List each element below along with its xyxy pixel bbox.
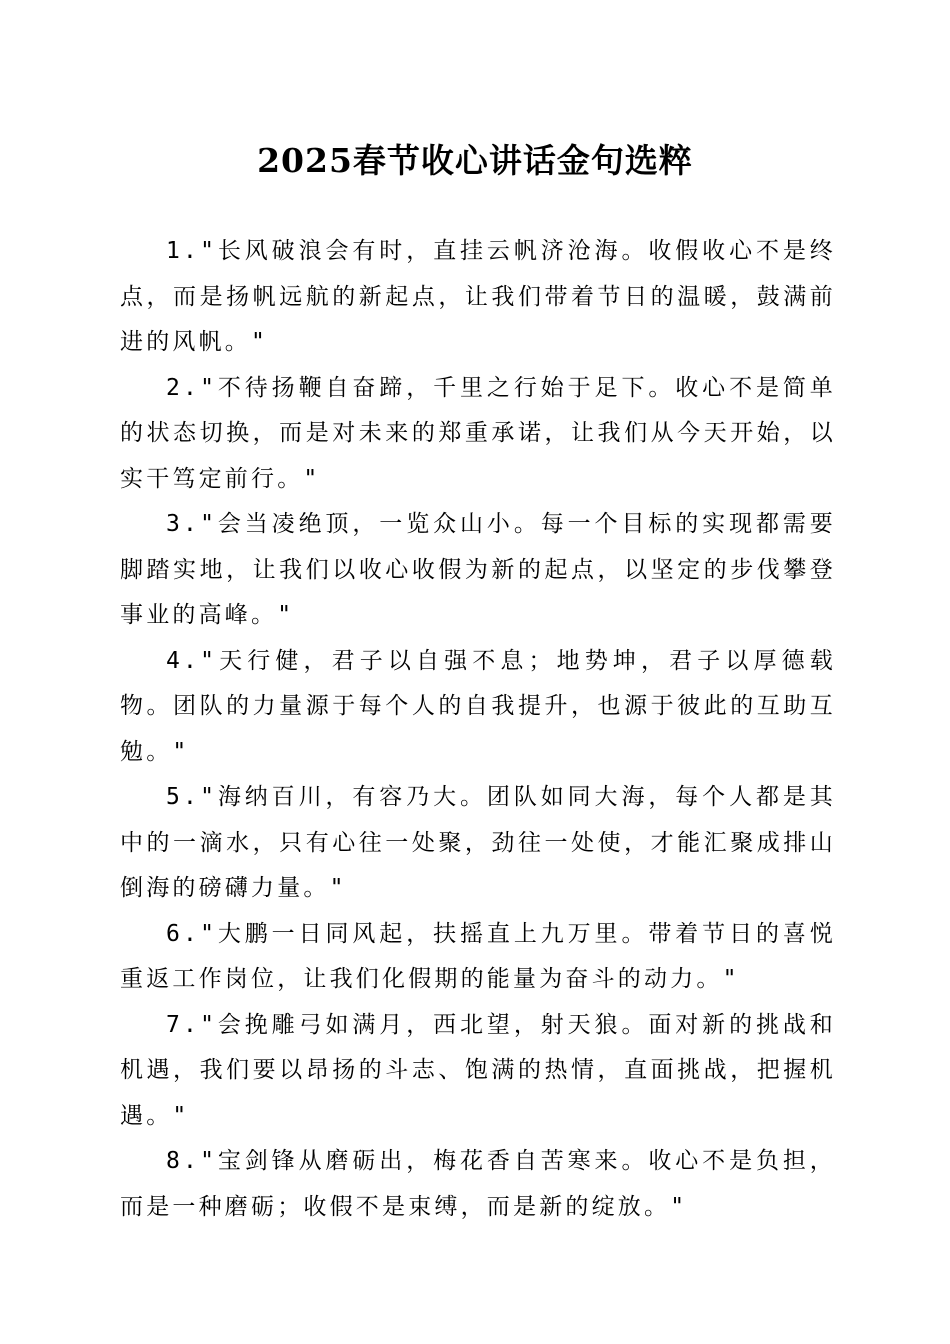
quote-paragraph-1: 1."长风破浪会有时，直挂云帆济沧海。收假收心不是终点，而是扬帆远航的新起点，让我们带着节日的温暖，鼓满前进的风帆。"	[120, 238, 836, 355]
quote-paragraph-4: 4."天行健，君子以自强不息；地势坤，君子以厚德载物。团队的力量源于每个人的自我提升，也源于彼此的互助互勉。"	[120, 647, 836, 765]
quote-paragraph-6: 6."大鹏一日同风起，扶摇直上九万里。带着节日的喜悦重返工作岗位，让我们化假期的能量为奋斗的动力。"	[120, 920, 836, 992]
quote-paragraph-8: 8."宝剑锋从磨砺出，梅花香自苦寒来。收心不是负担，而是一种磨砺；收假不是束缚，而是新的绽放。"	[120, 1148, 836, 1220]
document-body	[120, 229, 836, 1230]
quote-paragraph-2: 2."不待扬鞭自奋蹄，千里之行始于足下。收心不是简单的状态切换，而是对未来的郑重承诺，让我们从今天开始，以实干笃定前行。"	[120, 374, 836, 492]
document-title: 2025春节收心讲话金句选粹	[257, 141, 693, 180]
quote-paragraph-5: 5."海纳百川，有容乃大。团队如同大海，每个人都是其中的一滴水，只有心往一处聚，劲往一处使，才能汇聚成排山倒海的磅礴力量。"	[120, 784, 836, 901]
quote-paragraph-7: 7."会挽雕弓如满月，西北望，射天狼。面对新的挑战和机遇，我们要以昂扬的斗志、饱满的热情，直面挑战，把握机遇。"	[120, 1011, 836, 1129]
quote-paragraph-3: 3."会当凌绝顶，一览众山小。每一个目标的实现都需要脚踏实地，让我们以收心收假为新的起点，以坚定的步伐攀登事业的高峰。"	[120, 511, 836, 628]
